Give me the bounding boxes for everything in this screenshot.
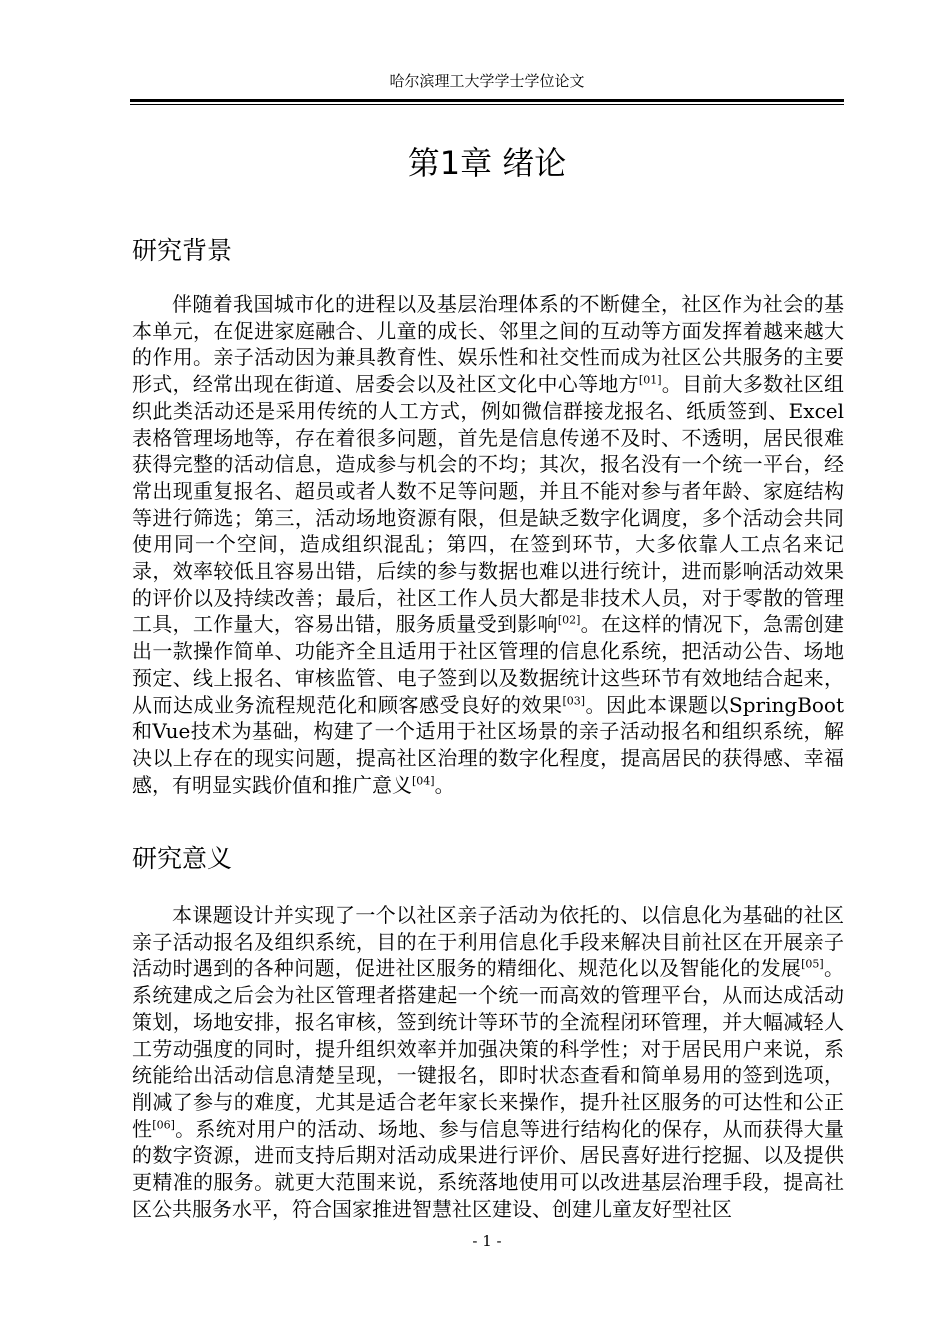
citation-ref: [03] [562,693,586,707]
paragraph-text: 本课题设计并实现了一个以社区亲子活动为依托的、以信息化为基础的社区亲子活动报名及组织系统，目的在于利用信息化手段来解决目前社区在开展亲子活动时遇到的各种问题，促进社区服务的精细化、规范化以及智能化的发展 [132,903,844,981]
paragraph-background [132,291,844,798]
page-number: - 1 - [472,1232,502,1250]
citation-ref: [02] [557,613,581,627]
citation-ref: [01] [638,373,662,387]
paragraph-text: 。系统对用户的活动、场地、参与信息等进行结构化的保存，从而获得大量的数字资源，进而支持后期对活动成果进行评价、居民喜好进行挖掘、以及提供更精准的服务。就更大范围来说，系统落地使用可以改进基层治理手段，提高社区公共服务水平，符合国家推进智慧社区建设、创建儿童友好型社区 [132,1116,845,1221]
header-rule-thin [130,104,844,105]
citation-ref: [04] [412,774,435,787]
section-heading-significance: 研究意义 [132,844,233,873]
paragraph-text: 伴随着我国城市化的进程以及基层治理体系的不断健全，社区作为社会的基本单元，在促进家庭融合、儿童的成长、邻里之间的互动等方面发挥着越来越大的作用。亲子活动因为兼具教育性、娱乐性和社交性而成为社区公共服务的主要形式，经常出现在街道、居委会以及社区文化中心等地方 [132,292,844,397]
header-rule-thick [130,99,844,102]
chapter-title: 第1章 绪论 [407,144,567,182]
paragraph-text: 。目前大多数社区组织此类活动还是采用传统的人工方式，例如微信群接龙报名、纸质签到、Excel表格管理场地等，存在着很多问题，首先是信息传递不及时、不透明，居民很难获得完整的活动信息，造成参与机会的不均；其次，报名没有一个统一平台，经常出现重复报名、超员或者人数不足等问题，并且不能对参与者年龄、家庭结构等进行筛选；第三，活动场地资源有限，但是缺乏数字化调度，多个活动会共同使用同一个空间，造成组织混乱；第四，在签到环节，大多依靠人工点名来记录，效率较低且容易出错，后续的参与数据也难以进行统计，进而影响活动效果的评价以及持续改善；最后，社区工作人员大都是非技术人员，对于零散的管理工具，工作量大，容易出错，服务质量受到影响 [132,372,845,637]
citation-ref: [05] [801,957,824,971]
paragraph-text: 。因此本课题以SpringBoot和Vue技术为基础，构建了一个适用于社区场景的亲子活动报名和组织系统，解决以上存在的现实问题，提高社区治理的数字化程度，提高居民的获得感、幸福感，有明显实践价值和推广意义 [132,692,845,797]
citation-ref: [06] [152,1117,175,1131]
paragraph-text: 。系统建成之后会为社区管理者搭建起一个统一而高效的管理平台，从而达成活动策划，场地安排，报名审核，签到统计等环节的全流程闭环管理，并大幅减轻人工劳动强度的同时，提升组织效率并加强决策的科学性；对于居民用户来说，系统能给出活动信息清楚呈现，一键报名，即时状态查看和简单易用的签到选项，削减了参与的难度，尤其是适合老年家长来操作，提升社区服务的可达性和公正性 [132,956,845,1141]
running-header: 哈尔滨理工大学学士学位论文 [389,72,585,90]
section-heading-background: 研究背景 [132,236,233,265]
paragraph-text: 。在这样的情况下，急需创建出一款操作简单、功能齐全且适用于社区管理的信息化系统，把活动公告、场地预定、线上报名、审核监管、电子签到以及数据统计这些环节有效地结合起来，从而达成业务流程规范化和顾客感受良好的效果 [132,612,845,717]
paragraph-significance [132,902,844,1222]
paragraph-text: 。 [434,772,455,797]
